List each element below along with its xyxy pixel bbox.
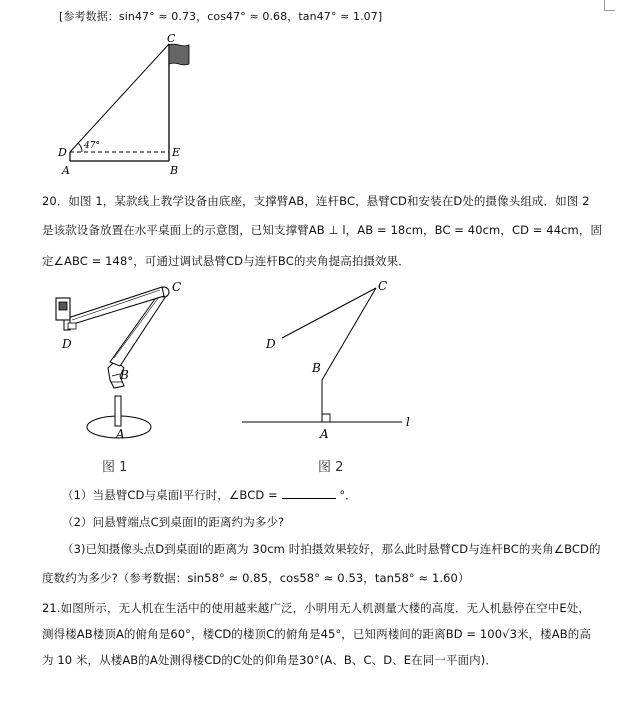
q20-sub-1-suffix: °． (339, 488, 357, 502)
q20-sub-2: （2）问悬臂端点C到桌面l的距离约为多少? (62, 515, 285, 529)
figure-1 (50, 276, 200, 446)
fig1-label-d: D (62, 337, 72, 351)
label-e: E (172, 146, 181, 159)
support-rod (115, 396, 121, 426)
q20-line-2: 是该款设备放置在水平桌面上的示意图，已知支撑臂AB ⊥ l，AB = 18cm，BC = 40cm，CD = 44cm，固 (42, 223, 603, 237)
fig2-label-b: B (312, 361, 321, 375)
segment-dc (70, 44, 169, 152)
corner-mark-top-right (604, 0, 615, 11)
answer-blank[interactable] (282, 488, 336, 499)
flag-figure (52, 32, 202, 182)
angle-label: 47° (84, 141, 100, 151)
fig1-label-c: C (172, 280, 182, 294)
q21-line-3: 为 10 米，从楼AB的A处测得楼CD的C处的仰角是30°(A、B、C、D、E在同一平面内)． (42, 653, 497, 667)
label-b: B (170, 164, 179, 177)
q20-sub-1-text: （1）当悬臂CD与桌面l平行时，∠BCD = (62, 488, 278, 502)
q20-sub-3-line-2: 度数约为多少?（参考数据：sin58° ≈ 0.85，cos58° ≈ 0.53，tan58° ≈ 1.60） (42, 571, 470, 585)
fig2-label-c: C (378, 279, 388, 293)
fig1-label-b: B (120, 368, 129, 382)
q20-sub-3-line-1: （3)已知摄像头点D到桌面l的距离为 30cm 时拍摄效果较好，那么此时悬臂CD与连杆BC的夹角∠BCD的 (62, 542, 601, 556)
label-c: C (167, 32, 176, 45)
reference-data: [参考数据：sin47° ≈ 0.73，cos47° ≈ 0.68，tan47° ≈ 1.07] (59, 10, 383, 23)
q20-sub-1 (62, 487, 357, 503)
figure-2-caption: 图 2 (318, 460, 344, 475)
q20-line-3: 定∠ABC = 148°，可通过调试悬臂CD与连杆BC的夹角提高拍摄效果． (42, 254, 410, 268)
fig1-label-a: A (116, 427, 125, 441)
flag-shape (169, 44, 189, 65)
fig2-label-l: l (406, 415, 410, 429)
right-angle-mark (322, 414, 330, 422)
fig2-label-a: A (320, 427, 329, 441)
q21-line-1: 21.如图所示，无人机在生活中的使用越来越广泛，小明用无人机测量大楼的高度．无人机悬停在空中E处， (42, 601, 590, 615)
label-d: D (58, 146, 67, 159)
angle-arc (78, 143, 82, 152)
q20-line-1: 20．如图 1，某款线上教学设备由底座，支撑臂AB，连杆BC，悬臂CD和安装在D处的摄像头组成．如图 2 (42, 194, 590, 208)
label-a: A (62, 164, 70, 177)
q21-line-2: 测得楼AB楼顶A的俯角是60°，楼CD的楼顶C的俯角是45°，已知两楼间的距离BD = 100√3米，楼AB的高 (42, 627, 591, 641)
figure-1-caption: 图 1 (102, 460, 128, 475)
fig2-label-d: D (266, 337, 276, 351)
figure-2 (238, 276, 418, 446)
camera-lens (59, 302, 67, 310)
